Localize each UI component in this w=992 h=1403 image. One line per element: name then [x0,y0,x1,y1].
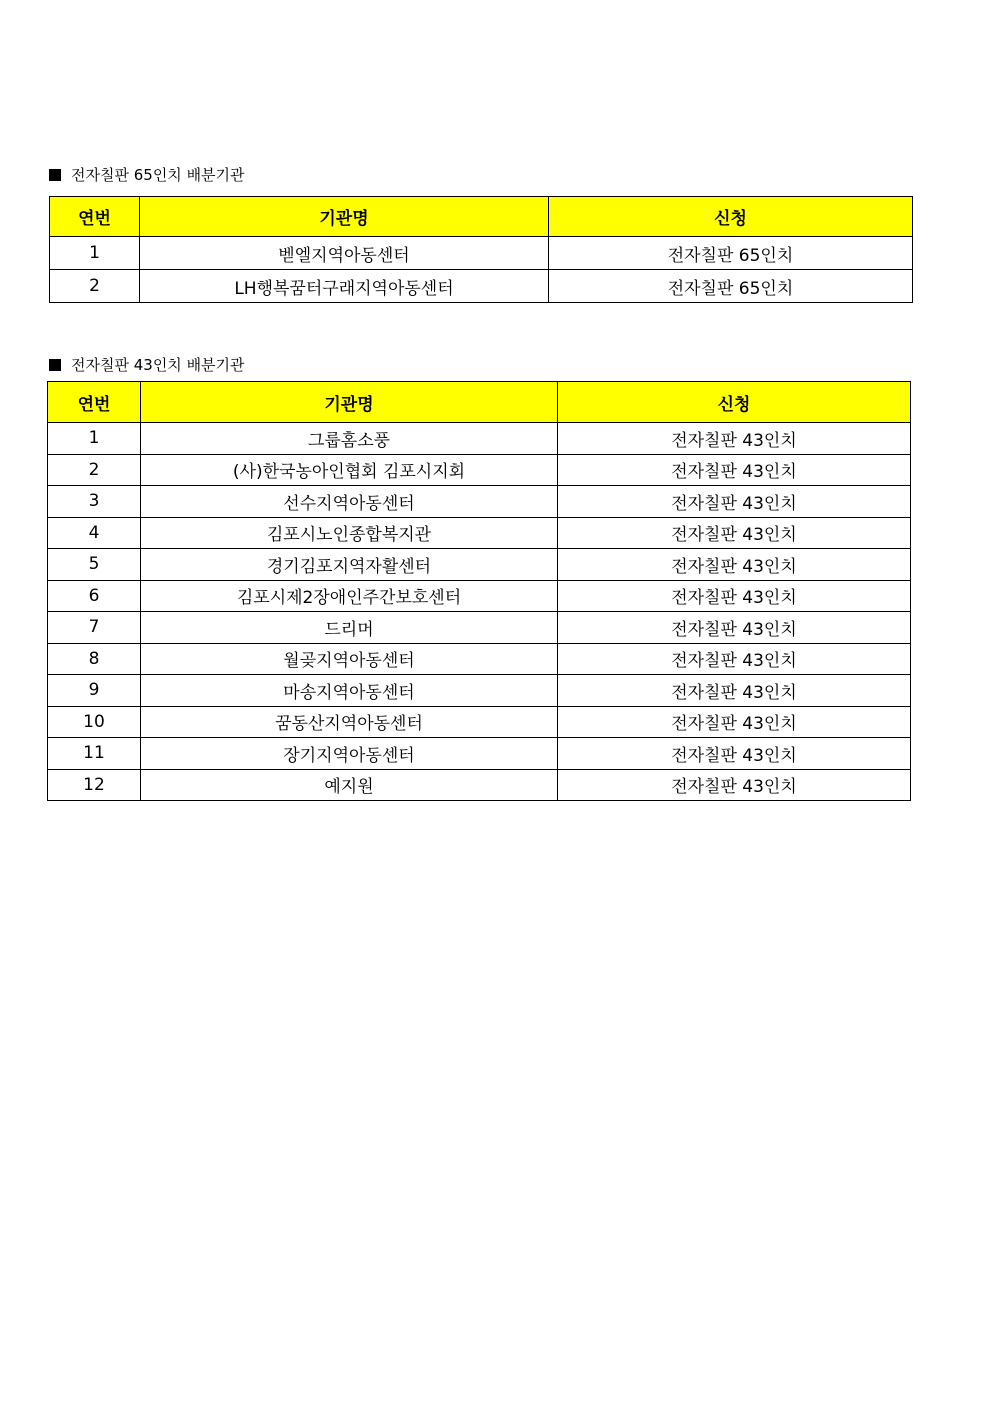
cell-number: 9 [48,675,141,707]
header-row [50,197,913,237]
section-title-43 [49,354,245,375]
cell-number: 5 [48,549,141,581]
cell-request: 전자칠판 43인치 [558,517,911,549]
square-bullet-icon [49,169,61,181]
cell-organization: 마송지역아동센터 [141,675,558,707]
cell-number: 12 [48,769,141,801]
cell-request: 전자칠판 43인치 [558,580,911,612]
cell-request: 전자칠판 43인치 [558,675,911,707]
table-row [48,486,911,518]
cell-organization: 장기지역아동센터 [141,738,558,770]
cell-number: 8 [48,643,141,675]
cell-number: 10 [48,706,141,738]
table-row [48,769,911,801]
cell-number: 3 [48,486,141,518]
cell-request: 전자칠판 65인치 [549,237,913,270]
table-row [48,675,911,707]
cell-request: 전자칠판 43인치 [558,549,911,581]
cell-organization: 선수지역아동센터 [141,486,558,518]
table-row [48,643,911,675]
cell-organization: (사)한국농아인협회 김포시지회 [141,454,558,486]
table-row [48,580,911,612]
cell-organization: 경기김포지역자활센터 [141,549,558,581]
header-request: 신청 [558,382,911,423]
cell-number: 2 [48,454,141,486]
table-row [48,454,911,486]
cell-request: 전자칠판 43인치 [558,738,911,770]
cell-request: 전자칠판 43인치 [558,423,911,455]
header-organization: 기관명 [140,197,549,237]
square-bullet-icon [49,359,61,371]
cell-number: 11 [48,738,141,770]
cell-organization: 예지원 [141,769,558,801]
table-row [48,706,911,738]
cell-number: 1 [48,423,141,455]
section-title-text: 전자칠판 43인치 배분기관 [71,356,245,374]
cell-number: 2 [50,270,140,303]
table-row [48,738,911,770]
allocation-table-43 [47,381,911,801]
cell-organization: 김포시제2장애인주간보호센터 [141,580,558,612]
cell-request: 전자칠판 43인치 [558,706,911,738]
header-number: 연번 [50,197,140,237]
cell-request: 전자칠판 43인치 [558,612,911,644]
cell-number: 6 [48,580,141,612]
cell-number: 7 [48,612,141,644]
cell-number: 4 [48,517,141,549]
header-number: 연번 [48,382,141,423]
cell-organization: 김포시노인종합복지관 [141,517,558,549]
cell-organization: 드리머 [141,612,558,644]
header-organization: 기관명 [141,382,558,423]
cell-request: 전자칠판 65인치 [549,270,913,303]
cell-organization: 꿈동산지역아동센터 [141,706,558,738]
table-row [48,612,911,644]
cell-request: 전자칠판 43인치 [558,486,911,518]
header-request: 신청 [549,197,913,237]
cell-organization: LH행복꿈터구래지역아동센터 [140,270,549,303]
header-row [48,382,911,423]
allocation-table-65 [49,196,913,303]
table-row [50,237,913,270]
cell-request: 전자칠판 43인치 [558,643,911,675]
section-title-65 [49,164,245,185]
cell-request: 전자칠판 43인치 [558,769,911,801]
cell-organization: 벧엘지역아동센터 [140,237,549,270]
section-title-text: 전자칠판 65인치 배분기관 [71,166,245,184]
table-row [48,549,911,581]
cell-organization: 그룹홈소풍 [141,423,558,455]
table-row [48,423,911,455]
table-row [50,270,913,303]
cell-organization: 월곶지역아동센터 [141,643,558,675]
table-row [48,517,911,549]
cell-request: 전자칠판 43인치 [558,454,911,486]
cell-number: 1 [50,237,140,270]
